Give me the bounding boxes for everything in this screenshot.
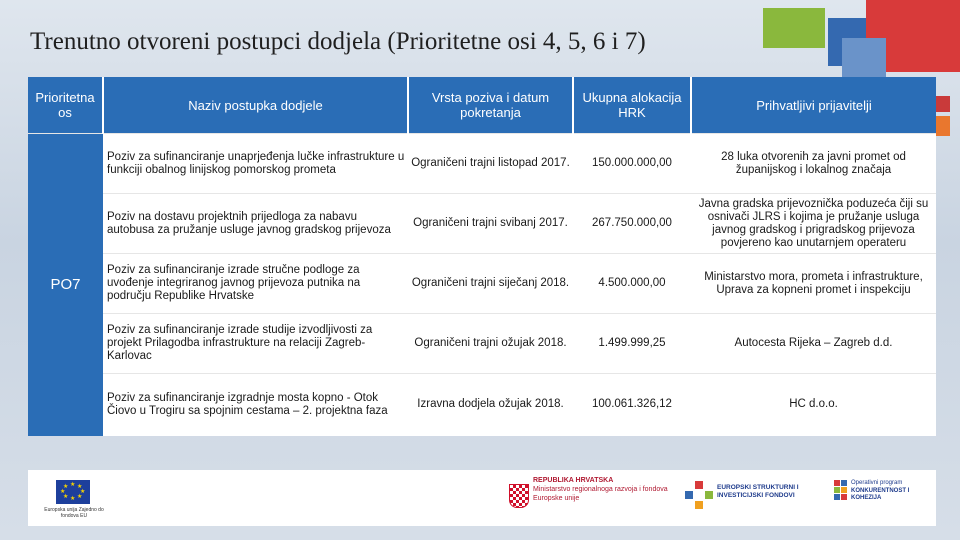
allocation: 100.061.326,12 xyxy=(573,374,691,436)
applicants: HC d.o.o. xyxy=(691,374,936,436)
call-type: Ograničeni trajni siječanj 2018. xyxy=(408,254,573,314)
eu-flag-icon: ★ ★ ★ ★ ★ ★ ★ ★ xyxy=(56,480,90,504)
header-applicants: Prihvatljivi prijavitelji xyxy=(691,77,936,134)
table-row xyxy=(28,254,936,314)
applicants: Javna gradska prijevoznička poduzeća čiji su osnivači JLRS i kojima je pružanje usluga javnog gradskog i prigradskog prijevoza povjereno kao unutarnjem operateru xyxy=(691,194,936,254)
header-allocation: Ukupna alokacija HRK xyxy=(573,77,691,134)
decor-square-red-small xyxy=(936,96,950,112)
allocation: 1.499.999,25 xyxy=(573,314,691,374)
call-type: Izravna dodjela ožujak 2018. xyxy=(408,374,573,436)
opkk-line1: Operativni program xyxy=(851,480,903,486)
decor-square-lightblue xyxy=(842,38,886,78)
call-type: Ograničeni trajni svibanj 2017. xyxy=(408,194,573,254)
applicants: Autocesta Rijeka – Zagreb d.d. xyxy=(691,314,936,374)
header-type: Vrsta poziva i datum pokretanja xyxy=(408,77,573,134)
esi-funds-text: EUROPSKI STRUKTURNI I INVESTICIJSKI FONDOVI xyxy=(717,484,799,499)
table-row xyxy=(28,314,936,374)
croatia-crest-icon xyxy=(509,484,529,508)
applicants: 28 luka otvorenih za javni promet od županijskog i lokalnog značaja xyxy=(691,134,936,194)
axis-cell: PO7 xyxy=(28,134,103,436)
allocation: 267.750.000,00 xyxy=(573,194,691,254)
call-type: Ograničeni trajni ožujak 2018. xyxy=(408,314,573,374)
procedure-name: Poziv za sufinanciranje unaprjeđenja lučke infrastrukture u funkciji obalnog linijskog pomorskog prometa xyxy=(103,134,408,194)
esi-funds-icon xyxy=(684,480,714,510)
allocation: 4.500.000,00 xyxy=(573,254,691,314)
call-type: Ograničeni trajni listopad 2017. xyxy=(408,134,573,194)
ministry-line1: REPUBLIKA HRVATSKA xyxy=(533,477,614,484)
opkk-squares-icon xyxy=(834,480,848,514)
header-axis: Prioritetna os xyxy=(28,77,103,134)
opkk-text xyxy=(851,480,936,503)
applicants: Ministarstvo mora, prometa i infrastrukture, Uprava za kopneni promet i inspekciju xyxy=(691,254,936,314)
decor-square-green xyxy=(763,8,825,48)
procedure-name: Poziv za sufinanciranje izrade studije izvodljivosti za projekt Prilagodba infrastrukture na relaciji Zagreb-Karlovac xyxy=(103,314,408,374)
table-row xyxy=(28,134,936,194)
ministry-logo-text xyxy=(533,476,693,503)
decor-square-orange xyxy=(936,116,950,136)
allocation: 150.000.000,00 xyxy=(573,134,691,194)
procedure-name: Poziv za sufinanciranje izrade stručne podloge za uvođenje integriranog javnog prijevoza putnika na području Republike Hrvatske xyxy=(103,254,408,314)
procedure-name: Poziv za sufinanciranje izgradnje mosta kopno - Otok Čiovo u Trogiru sa spojnim cestama – 2. projektna faza xyxy=(103,374,408,436)
ministry-line2: Ministarstvo regionalnoga razvoja i fondova Europske unije xyxy=(533,486,668,502)
eu-caption: Europska unija Zajedno do fondova EU xyxy=(44,507,104,519)
header-name: Naziv postupka dodjele xyxy=(103,77,408,134)
table-header-row xyxy=(28,77,936,134)
table-row xyxy=(28,194,936,254)
slide-title: Trenutno otvoreni postupci dodjela (Prioritetne osi 4, 5, 6 i 7) xyxy=(30,28,646,55)
procedures-table xyxy=(28,77,936,436)
procedure-name: Poziv na dostavu projektnih prijedloga za nabavu autobusa za pružanje usluge javnog gradskog prijevoza xyxy=(103,194,408,254)
table-row xyxy=(28,374,936,436)
footer-logos xyxy=(28,470,936,526)
opkk-line2: KONKURENTNOST I KOHEZIJA xyxy=(851,487,910,501)
